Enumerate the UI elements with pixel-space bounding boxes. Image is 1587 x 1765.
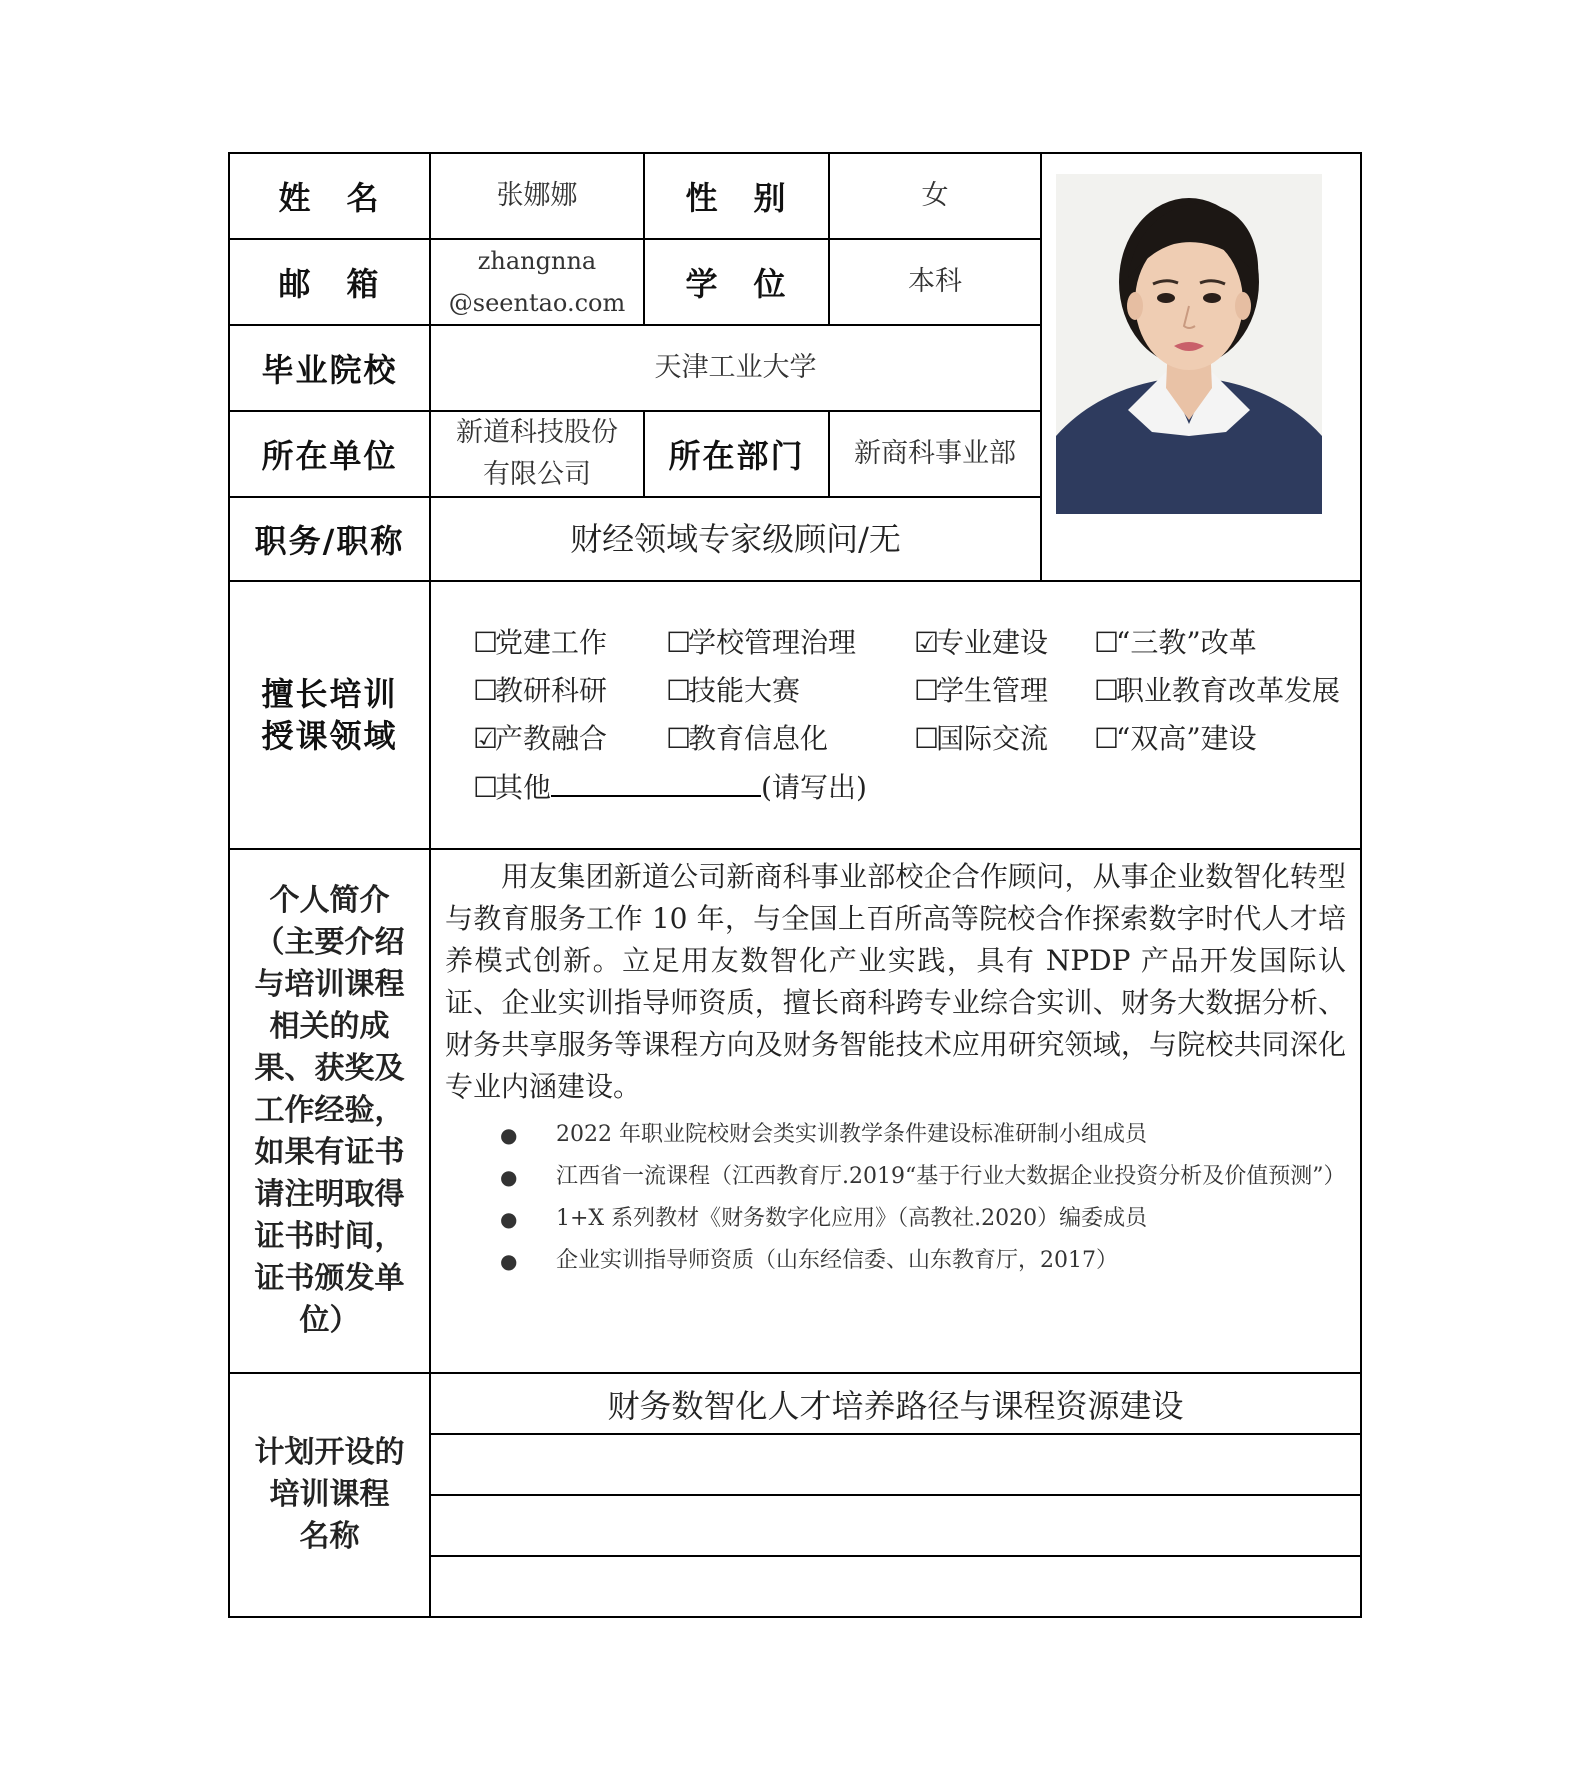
training-areas-checklist	[473, 625, 1360, 757]
area-option-label: 教育信息化	[688, 721, 829, 755]
planned-course-1: 财务数智化人才培养路径与课程资源建设	[430, 1373, 1361, 1434]
bullet-icon: ●	[500, 1123, 518, 1147]
achievement-item	[445, 1114, 1346, 1156]
area-option[interactable]	[666, 625, 914, 661]
employer-value	[430, 411, 644, 497]
area-other-suffix: (请写出)	[761, 770, 867, 804]
training-areas-options	[430, 581, 1361, 849]
area-option[interactable]	[666, 673, 914, 709]
area-option-label: 教研科研	[495, 673, 608, 707]
unchecked-box-icon[interactable]: ☐	[666, 673, 692, 707]
area-option[interactable]	[914, 625, 1094, 661]
area-option-label: 国际交流	[936, 721, 1049, 755]
employer-line-1: 新道科技股份	[456, 417, 618, 448]
bio-label-line: （主要介绍	[254, 925, 405, 960]
area-option[interactable]	[914, 721, 1094, 757]
area-option-label: 党建工作	[495, 625, 608, 659]
bio-label-line: 证书颁发单	[254, 1261, 405, 1296]
school-label: 毕业院校	[229, 325, 430, 411]
job-title-label: 职务/职称	[229, 497, 430, 581]
bio-label-line: 如果有证书	[254, 1135, 405, 1170]
area-option-label: 技能大赛	[688, 673, 801, 707]
area-option[interactable]	[666, 721, 914, 757]
bullet-icon: ●	[500, 1207, 518, 1231]
area-option[interactable]	[473, 625, 666, 661]
planned-courses-label-line: 计划开设的	[254, 1435, 405, 1470]
name-value: 张娜娜	[430, 153, 644, 239]
bullet-icon: ●	[500, 1249, 518, 1273]
dept-label: 所在部门	[644, 411, 829, 497]
area-option[interactable]	[1094, 721, 1354, 757]
degree-label: 学 位	[644, 239, 829, 325]
employer-label: 所在单位	[229, 411, 430, 497]
planned-course-4	[430, 1556, 1361, 1617]
area-option-label: “三教”改革	[1116, 625, 1257, 659]
checked-box-icon[interactable]: ☑	[473, 721, 499, 755]
unchecked-box-icon[interactable]: ☐	[1094, 625, 1120, 659]
achievement-item	[445, 1198, 1346, 1240]
training-areas-label-line-1: 擅长培训	[261, 675, 398, 713]
email-line-2: @seentao.com	[448, 289, 626, 317]
training-areas-label	[229, 581, 430, 849]
planned-courses-label-line: 名称	[299, 1519, 360, 1554]
unchecked-box-icon[interactable]: ☐	[473, 673, 499, 707]
unchecked-box-icon[interactable]: ☐	[666, 625, 692, 659]
achievement-item	[445, 1156, 1346, 1198]
achievement-text: 江西省一流课程（江西教育厅.2019“基于行业大数据企业投资分析及价值预测”）	[556, 1164, 1346, 1189]
bio-label-line: 位）	[299, 1303, 360, 1338]
area-option[interactable]	[473, 721, 666, 757]
bio-label-line: 果、获奖及	[254, 1051, 405, 1086]
area-option-label: 专业建设	[936, 625, 1049, 659]
unchecked-box-icon[interactable]: ☐	[914, 673, 940, 707]
email-label: 邮 箱	[229, 239, 430, 325]
bio-paragraph: 用友集团新道公司新商科事业部校企合作顾问，从事企业数智化转型与教育服务工作 10 年，与全国上百所高等院校合作探索数字时代人才培养模式创新。立足用友数智化产业实践，具有 NPDP 产品开发国际认证、企业实训指导师资质，擅长商科跨专业综合实训、财务大数据分析、财务共享服务等课程方向及财务智能技术应用研究领域，与院校共同深化专业内涵建设。	[445, 860, 1346, 1103]
area-option-label: 学校管理治理	[688, 625, 857, 659]
unchecked-box-icon[interactable]: ☐	[473, 625, 499, 659]
area-option[interactable]	[1094, 625, 1354, 661]
bio-label-line: 证书时间，	[254, 1219, 405, 1254]
area-other-option[interactable]	[473, 769, 1360, 806]
training-areas-label-line-2: 授课领域	[261, 717, 398, 755]
dept-value: 新商科事业部	[829, 411, 1041, 497]
employer-line-2: 有限公司	[483, 459, 591, 490]
email-line-1: zhangnna	[477, 247, 597, 275]
bio-label	[229, 849, 430, 1373]
planned-courses-label	[229, 1373, 430, 1617]
portrait-photo	[1056, 174, 1322, 514]
unchecked-box-icon[interactable]: ☐	[666, 721, 692, 755]
unchecked-box-icon[interactable]: ☐	[473, 770, 499, 804]
bio-label-line: 与培训课程	[254, 967, 405, 1002]
degree-value: 本科	[829, 239, 1041, 325]
unchecked-box-icon[interactable]: ☐	[914, 721, 940, 755]
area-other-label: 其他	[495, 770, 552, 804]
gender-label: 性 别	[644, 153, 829, 239]
achievement-text: 企业实训指导师资质（山东经信委、山东教育厅，2017）	[556, 1248, 1118, 1273]
photo-cell	[1041, 153, 1361, 581]
area-option[interactable]	[914, 673, 1094, 709]
area-option-label: 职业教育改革发展	[1116, 673, 1341, 707]
planned-courses-label-line: 培训课程	[269, 1477, 390, 1512]
area-option-label: 产教融合	[495, 721, 608, 755]
bio-content	[430, 849, 1361, 1373]
job-title-value: 财经领域专家级顾问/无	[430, 497, 1041, 581]
area-option-label: 学生管理	[936, 673, 1049, 707]
unchecked-box-icon[interactable]: ☐	[1094, 721, 1120, 755]
area-option-label: “双高”建设	[1116, 721, 1257, 755]
achievement-text: 1+X 系列教材《财务数字化应用》（高教社.2020）编委成员	[556, 1206, 1148, 1231]
unchecked-box-icon[interactable]: ☐	[1094, 673, 1120, 707]
area-option[interactable]	[1094, 673, 1354, 709]
planned-course-3	[430, 1495, 1361, 1556]
name-label: 姓 名	[229, 153, 430, 239]
area-option[interactable]	[473, 673, 666, 709]
instructor-profile-form	[228, 152, 1362, 1618]
bio-label-line: 请注明取得	[254, 1177, 405, 1212]
area-other-input[interactable]	[551, 769, 761, 797]
checked-box-icon[interactable]: ☑	[914, 625, 940, 659]
email-value	[430, 239, 644, 325]
bio-label-line: 相关的成	[269, 1009, 390, 1044]
achievement-text: 2022 年职业院校财会类实训教学条件建设标准研制小组成员	[556, 1122, 1147, 1147]
bio-label-line: 个人简介	[269, 883, 390, 918]
bio-label-line: 工作经验，	[254, 1093, 405, 1128]
portrait-illustration	[1056, 174, 1322, 514]
gender-value: 女	[829, 153, 1041, 239]
bullet-icon: ●	[500, 1165, 518, 1189]
planned-course-2	[430, 1434, 1361, 1495]
achievement-item	[445, 1240, 1346, 1282]
achievements-list	[445, 1114, 1346, 1282]
school-value: 天津工业大学	[430, 325, 1041, 411]
